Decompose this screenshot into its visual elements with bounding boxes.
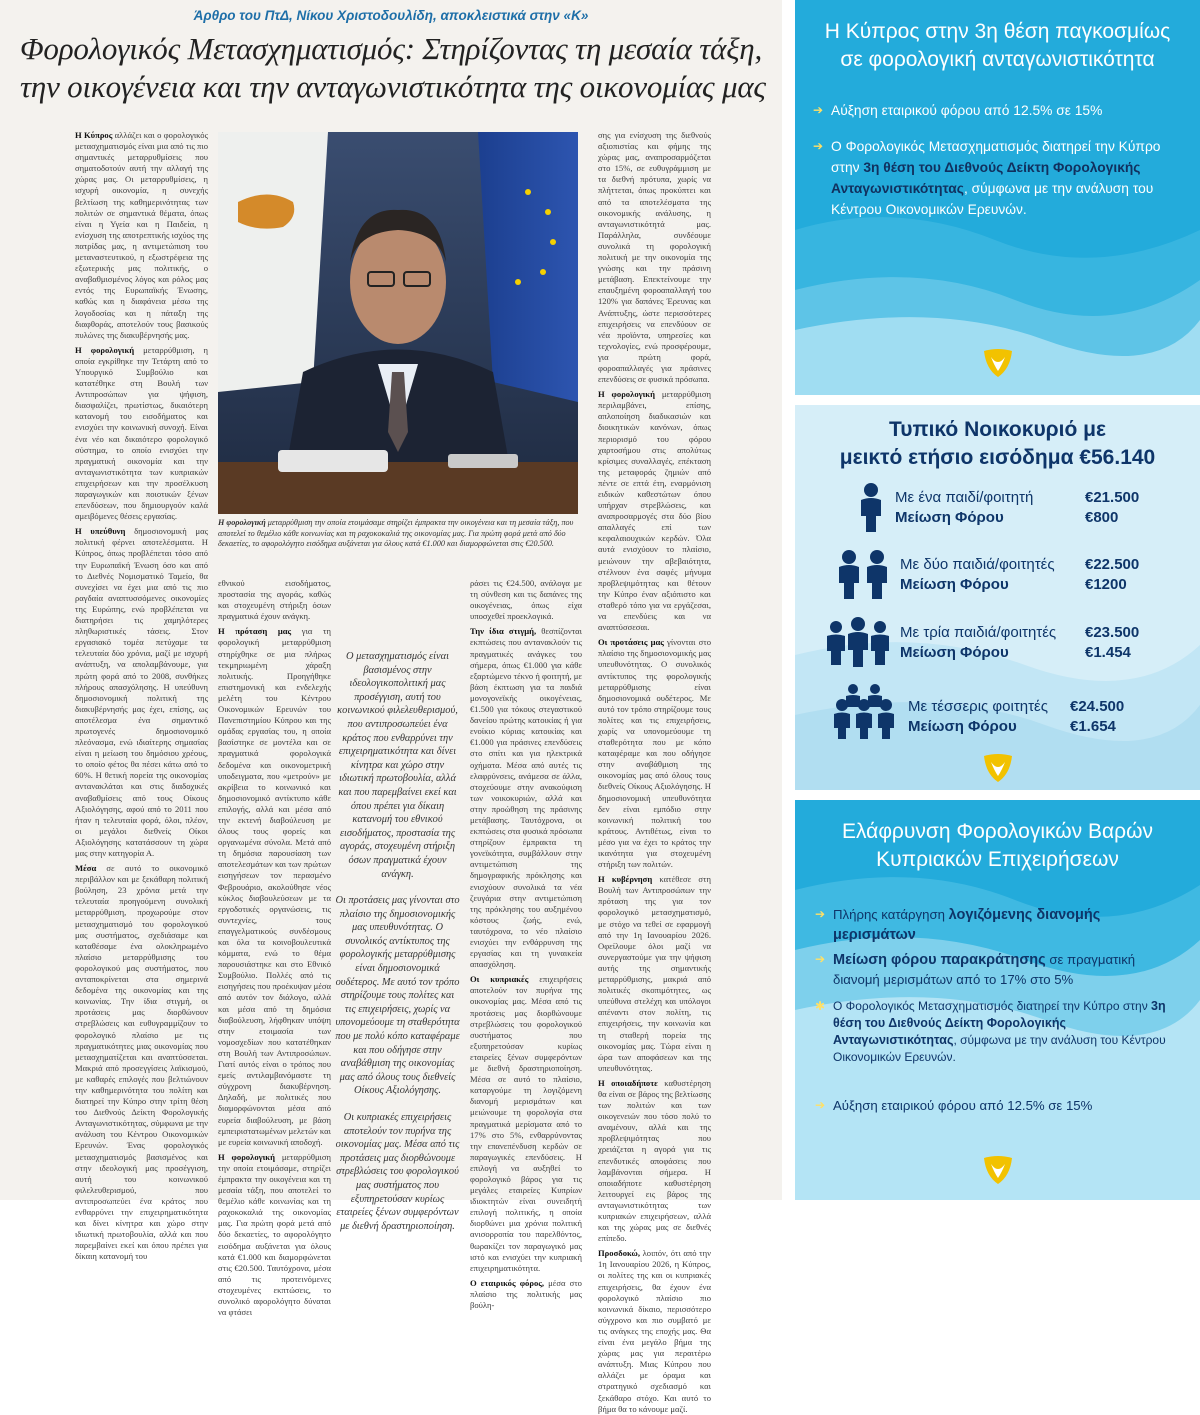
paragraph-lead: Η φορολογική: [218, 518, 266, 527]
paragraph-text: κατέθεσε στη Βουλή των Αντιπροσώπων την πρόταση της για τον φορολογικό μετασχηματισμό, με στόχο να τεθεί σε εφαρμογή από την 1η Ιανουαρίου 2026. Οφείλουμε όλοι μαζί να συνεργαστούμε για την ψήφιση αυτής της σημαντικής μεταρρύθμισης, μακριά από πολιτικές σκοπιμότητες, ως υπεύθυνα στελέχη και υπόλογοι απέναντι στον πολίτη, τις επιχειρήσεις, την κοινωνία και τη σταθερή πορεία της οικονομίας μας. Τώρα είναι η ώρα των αποφάσεων και της υπευθυνότητας.: [598, 874, 711, 1073]
article-column-4: [470, 578, 582, 1310]
article-paragraph: [598, 637, 711, 870]
paragraph-text: καθυστέρηση θα είναι σε βάρος της βελτίωσης των πολιτών και των οικογενειών που τόσο πολύ το αναμένουν, αλλά και της προβλεψιμότητας που χρειάζεται η αγορά για τις επενδυτικές αποφάσεις που λαμβάνονται σήμερα. Η οποιαδήποτε καθυστέρηση λειτουργεί εις βάρος της ανταγωνιστικότητας των κυπριακών επιχειρήσεων, αλλά και της χώρας μας σε διεθνές επίπεδο.: [598, 1077, 711, 1244]
two-persons-icon: [837, 549, 889, 599]
paragraph-lead: Η φορολογική: [598, 389, 655, 400]
four-persons-icon: [833, 683, 895, 739]
paragraph-text: δημοσιονομική μας πολιτική φέρνει αποτελέσματα. Η Κύπρος, όπως προβλέπεται τόσο από την Ευρωπαϊκή Ένωση όσο και από το Διεθνές Νομισματικό Ταμείο, θα συνεχίσει να έχει μια από τις πιο ραγδαία αναπτυσσόμενες οικονομίες της Ευρώπης, ενώ προβλέπεται να διατηρήσει τις χαμηλότερες πληθωριστικές τάσεις. Στον εργασιακό τομέα πετύχαμε τα τελευταία δύο χρόνια, μαζί με ισχυρή ανάπτυξη, να απολαμβάνουμε, για πρώτη φορά από το 2008, συνθήκες πλήρους απασχόλησης. Η υπεύθυνη δημοσιονομική πολιτική της διακυβέρνησής μας έχει, επίσης, ως αποτέλεσμα ένα σημαντικό πρωτογενές δημοσιονομικό πλεόνασμα, ενώ ιδιαίτερης σημασίας είναι η μείωση του δημόσιου χρέους, το οποίο φέτος θα πέσει κάτω από το 60%. Η θετική πορεία της οικονομίας αντανακλάται και στις διαδοχικές αναβαθμίσεις από τους Οίκους Αξιολόγησης, αφού από το 2011 που ήταν η τελευταία φορά, όλοι, πλέον, οι μεγάλοι διεθνείς Οίκοι Αξιολόγησης κατατάσσουν τη χώρα μας στην κατηγορία Α.: [75, 526, 208, 858]
article-paragraph: [470, 578, 582, 622]
panel-top-title-2: σε φορολογική ανταγωνιστικότητα: [840, 48, 1155, 71]
article-paragraph: [470, 1278, 582, 1311]
president-photo: [218, 132, 578, 514]
panel-household: [795, 405, 1200, 790]
cyprus-emblem-icon: [980, 750, 1016, 786]
household-row: [795, 547, 1200, 607]
paragraph-text: αλλάζει και ο φορολογικός μετασχηματισμός είναι μια από τις πιο σημαντικές μεταρρυθμίσεις που σηματοδοτούν αυτή την αλλαγή της χώρας μας. Οι μεταρρυθμίσεις, η ισχυρή οικονομία, η συνεχής βελτίωση της καθημερινότητας των πολιτών σε σημαντικά θέματα, όπως είναι η Υγεία και η Παιδεία, η ενίσχυση της αποτρεπτικής ισχύος της πατρίδας μας, η αντιμετώπιση του μεταναστευτικού, η εξωστρέφεια της εξωτερικής μας πολιτικής, ο αναβαθμισμένος λόγος και ρόλος μας εντός της Ευρωπαϊκής Ένωσης, καθώς και η διαφάνεια μέσω της λογοδοσίας και η πάταξη της διαφθοράς, αποτελούν τους βασικούς πυλώνες της διακυβέρνησής μας.: [75, 130, 208, 340]
paragraph-text: γίνονται στο πλαίσιο της δημοσιονομικής μας υπευθυνότητας. Ο συνολικός αντίκτυπος της φορολογικής μεταρρύθμισης είναι δημοσιονομικά ουδέτερος. Με αυτό τον τρόπο στηρίζουμε τους πολίτες και τις επιχειρήσεις, χωρίς να υπονομεύουμε τη σταθερότητα που με κόπο καταφέραμε και που οδήγησε στην αναβάθμιση της οικονομίας μας από όλους τους διεθνείς Οίκους Αξιολόγησης. Η δημοσιονομική υπευθυνότητα δεν είναι εμπόδιο στην κοινωνική πολιτική του κράτους. Αντιθέτως, είναι το μέσο για να έχει το κράτος την ικανότητα για στοχευμένη στήριξη των πολιτών.: [598, 637, 712, 870]
pull-quote-2: Οι προτάσεις μας γίνονται στο πλαίσιο της δημοσιονομικής μας υπευθυνότητας. Ο συνολικός αντίκτυπος της φορολογικής μεταρρύθμισης είναι δημοσιονομικά ουδέτερος. Με αυτό τον τρόπο στηρίζουμε τους πολίτες και τις επιχειρήσεις, χωρίς να υπονομεύουμε τη σταθερότητα που με πολύ κόπο καταφέραμε και που οδήγησε στην αναβάθμιση της οικονομίας μας από όλους τους διεθνείς Οίκους Αξιολόγησης.: [335, 895, 460, 1097]
paragraph-text: μεταρρύθμιση την οποία ετοιμάσαμε, στηρίζει έμπρακτα την οικογένεια και τη μεσαία τάξη, που αποτελεί το θεμέλιο κάθε κοινωνίας και τη ραχοκοκαλιά της οικονομίας μας. Για πρώτη φορά μετά από δύο δεκαετίες, το αφορολόγητο εισόδημα αυξάνεται για όλους κατά €1.000 και διαμορφώνεται στις €20.500. Ταυτόχρονα, μέσα από τις προτεινόμενες στοχευμένες εκπτώσεις, το συνολικό αφορολόγητο δύναται να φτάσει: [218, 1151, 331, 1318]
article-paragraph: [598, 1248, 711, 1414]
bullet-corporate-tax: ➔ Αύξηση εταιρικού φόρου από 12.5% σε 15%: [815, 1098, 1093, 1113]
bullet-withholding-tax: ➔ Μείωση φόρου παρακράτησης σε πραγματική διανομή μερισμάτων από το 17% στο 5%: [815, 952, 1136, 987]
headline-line-1: Φορολογικός Μετασχηματισμός: Στηρίζοντας τη μεσαία τάξη,: [20, 31, 763, 66]
paragraph-lead: Η φορολογική: [218, 1151, 275, 1162]
paragraph-lead: Την ίδια στιγμή,: [470, 626, 537, 637]
paragraph-lead: Οι προτάσεις μας: [598, 637, 664, 648]
article-paragraph: [218, 626, 331, 1147]
paragraph-lead: Ο εταιρικός φόρος,: [470, 1277, 545, 1288]
article-column-1: [75, 130, 208, 1262]
article-paragraph: [598, 1078, 711, 1244]
bullet-third-place: ➔ Ο Φορολογικός Μετασχηματισμός διατηρεί την Κύπρο στην 3η θέση του Διεθνούς Δείκτη Φορολογικής Ανταγωνιστικότητας, σύμφωνα με την ανάλυση του Κέντρου Οικονομικών Ερευνών.: [813, 136, 1188, 220]
paragraph-text: για τη φορολογική μεταρρύθμιση στηρίχθηκε σε μια πλήρως τεκμηριωμένη χάραξη πολιτικής. Προηγήθηκε επιστημονική και ενδελεχής μελέτη του Κέντρου Οικονομικών Ερευνών του Πανεπιστημίου Κύπρου και της ομάδας εργασίας του, η οποία βασίστηκε σε μοντέλα και σε πραγματικά φορολογικά δεδομένα και οικονομετρική υποδειγματα, που «μετρούν» με ακρίβεια το κοινωνικό και δημοσιονομικό αντίκτυπο κάθε επιλογής, αλλά και μέσα από την εκτενή διαβούλευση με όλους τους φορείς και οργανωμένα σύνολα. Μετά από τη δημόσια παρουσίαση των αποτελεσμάτων και των πρώτων εισηγήσεων τον περασμένο Φεβρουάριο, ακολούθησε νέος κύκλος διαβουλεύσεων με τα εργοδοτικές οργανώσεις, τις συντεχνίες, τους επαγγελματικούς συνδέσμους και όλα τα κοινοβουλευτικά κόμματα, ενώ το θέμα παρουσιάστηκε και στο Εθνικό Συμβούλιο. Πολλές από τις εισηγήσεις που προέκυψαν μέσα από αυτόν τον διάλογο, αλλά και μέσα από τη δημόσια διαβούλευση, λήφθηκαν υπόψη στην ετοιμασία των νομοσχεδίων που κατατέθηκαν στη Βουλή των Αντιπροσώπων. Γιατί αυτός είναι ο τρόπος που εμείς αντιλαμβανόμαστε τη σύγχρονη διακυβέρνηση. Δηλαδή, με πολιτικές που διαμορφώνονται μέσα από ευρεία διαβούλευση, με βάση εμπειριστατωμένων μελετών και με ευρεία κοινωνική αποδοχή.: [218, 626, 331, 1147]
paragraph-lead: Η φορολογική: [75, 344, 135, 355]
arrow-icon: ➔: [815, 1098, 826, 1112]
household-values: €22.500 €1200: [1085, 556, 1140, 593]
article-paragraph: [598, 874, 711, 1074]
photo-caption: [218, 518, 580, 550]
household-label: Με τρία παιδιά/φοιτητές Μείωση Φόρου: [900, 624, 1057, 661]
paragraph-text: εθνικού εισοδήματος, προστασία της αγοράς, καθώς και στοχευμένη στήριξη όσων πραγματικά έχουν ανάγκη.: [218, 578, 331, 622]
paragraph-text: ράσει τις €24.500, ανάλογα με τη σύνθεση και τις δαπάνες της οικογένειας, όπως είχα υποσχεθεί προεκλογικά.: [470, 578, 582, 622]
pull-quote-1: Ο μετασχηματισμός είναι βασισμένος στην ιδεολογικοπολιτική μας προσέγγιση, αυτή του κοινωνικού φιλελευθερισμού, που αντιπροσωπεύει ένα κράτος που ενθαρρύνει την επιχειρηματικότητα και δίνει κίνητρα και χώρο στην ιδιωτική πρωτοβουλία, αλλά και που παρεμβαίνει εκεί και όπου πρέπει για δίκαιη κατανομή του εθνικού εισοδήματος, προστασία της αγοράς, στοχευμένη στήριξη όσων πραγματικά έχουν ανάγκη.: [337, 651, 458, 880]
paragraph-text: μεταρρύθμιση, η οποία εγκρίθηκε την Τετάρτη από το Υπουργικό Συμβούλιο και κατατέθηκε στη Βουλή των Αντιπροσώπων για ψήφιση, διασφαλίζει, πρωτίστως, δικαιότερη κατανομή του εισοδήματος και ενισχύει την κοινωνική συνοχή. Είναι ένα νέο και δικαιότερο φορολογικό σύστημα, το οποίο ενισχύει την πραγματική οικονομία και την ανταγωνιστικότητα των κυπριακών επιχειρήσεων και την προσέλκυση παραγωγικών και ποιοτικών ξένων επενδύσεων, που δημιουργούν καλά αμειβόμενες θέσεις εργασίας.: [75, 344, 208, 522]
panel-bottom-title-1: Ελάφρυνση Φορολογικών Βαρών: [841, 820, 1153, 843]
paragraph-lead: Η πρόταση μας: [218, 626, 292, 637]
article-kicker: Άρθρο του ΠτΔ, Νίκου Χριστοδουλίδη, αποκλειστικά στην «Κ»: [193, 8, 589, 23]
paragraph-text: μεταρρύθμιση την οποία ετοιμάσαμε στηρίζει έμπρακτα την οικογένεια και τη μεσαία τάξη, που αποτελεί το θεμέλιο κάθε κοινωνίας και τη ραχοκοκαλιά της οικονομίας μας. Για πρώτη φορά μετά από δύο δεκαετίες, το αφορολόγητο εισόδημα αυξάνεται για όλους κατά €1.000 και διαμορφώνεται στις €20.500.: [218, 518, 574, 549]
article-paragraph: [218, 518, 580, 550]
panel-top-title-1: Η Κύπρος στην 3η θέση παγκοσμίως: [824, 20, 1171, 43]
article-paragraph: [75, 345, 208, 523]
bullet-dividend-abolition: ➔ Πλήρης κατάργηση λογιζόμενης διανομής μερισμάτων: [815, 907, 1101, 943]
three-persons-icon: [825, 617, 891, 667]
bullet-corporate-tax: ➔ Αύξηση εταιρικού φόρου από 12.5% σε 15%: [813, 100, 1188, 121]
paragraph-text: μέσα στο πλαίσιο της πολιτικής μας βούλη-: [470, 1277, 582, 1310]
article-paragraph: [75, 130, 208, 341]
paragraph-text: λοιπόν, ότι από την 1η Ιανουαρίου 2026, η Κύπρος, οι πολίτες της και οι κυπριακές επιχειρήσεις, θα έχουν ένα φορολογικό πλαίσιο πιο κοινωνικά δίκαιο, περισσότερο σύγχρονο και πιο συμβατό με τις ανάγκες της εποχής μας. Θα είναι ένα μεγάλο βήμα της χώρας μας για περαιτέρω ανάπτυξη. Μιας Κύπρου που αλλάζει με όραμα και στρατηγικό σχεδιασμό και ξεκάθαρο στόχο. Και αυτό το βήμα θα το κάνουμε μαζί.: [598, 1248, 711, 1414]
household-row: [795, 683, 1200, 743]
paragraph-lead: Η κυβέρνηση: [598, 874, 653, 885]
article-paragraph: [470, 626, 582, 970]
household-label: Με ένα παιδί/φοιτητή Μείωση Φόρου: [895, 489, 1034, 526]
arrow-icon: ➔: [813, 103, 824, 117]
cyprus-emblem-icon: [980, 345, 1016, 381]
paragraph-lead: Η οποιαδήποτε: [598, 1077, 658, 1088]
arrow-icon: ➔: [813, 139, 824, 153]
article-paragraph: [598, 389, 711, 633]
president-photo-illustration: [218, 132, 578, 514]
paragraph-lead: Η Κύπρος: [75, 130, 113, 140]
household-values: €23.500 €1.454: [1085, 624, 1140, 661]
panel-competitiveness: [795, 0, 1200, 395]
paragraph-lead: Οι κυπριακές: [470, 974, 529, 985]
household-values: €24.500 €1.654: [1070, 698, 1125, 735]
paragraph-text: επιχειρήσεις αποτελούν τον πυρήνα της οικονομίας μας. Μέσα από τις προτάσεις μας διορθώνουμε στρεβλώσεις του φορολογικού συστήματος που εξυπηρετούσαν κυρίως εταιρείες ξένων συμφερόντων με διεθνή δραστηριοποίηση. Μέσα σε αυτό το πλαίσιο, καταργούμε τη λογιζόμενη διανομή μερισμάτων και μειώνουμε τη φορολογία στα πραγματικά μερίσματα από το 17% στο 5%, ενθαρρύνοντας την επανεπένδυση κερδών σε παραγωγικές επενδύσεις. Η επιλογή να αυξηθεί το φορολογικό βάρος για τις μεγάλες εταιρείες Κυπρίων ιδιοκτητών είναι συνειδητή επιλογή πολιτικής, η οποία διορθώνει μια χρόνια πολιτική ανισορροπία του παρελθόντος, θωρακίζει τον παραγωγικό μας ιστό και ενισχύει την κυπριακή επιχειρηματικότητα.: [470, 974, 582, 1273]
paragraph-lead: Μέσα: [75, 863, 97, 874]
panel-business: [795, 800, 1200, 1200]
article-column-3: [218, 578, 331, 1318]
paragraph-lead: Προσδοκώ,: [598, 1248, 640, 1259]
panel-bottom-title-2: Κυπριακών Επιχειρήσεων: [876, 848, 1119, 871]
bullet-third-place: ✱ Ο Φορολογικός Μετασχηματισμός διατηρεί την Κύπρο στην 3η θέση του Διεθνούς Δείκτη Φορολογικής Ανταγωνιστικότητας, σύμφωνα με την ανάλυση του Κέντρου Οικονομικών Ερευνών.: [815, 999, 1166, 1064]
headline-line-2: την οικογένεια και την ανταγωνιστικότητα της οικονομίας μας: [20, 69, 766, 104]
household-row: [795, 480, 1200, 540]
pull-quote: [335, 650, 460, 1246]
arrow-icon: ➔: [815, 907, 826, 921]
article-headline: [20, 30, 770, 106]
article-paragraph: [218, 1152, 331, 1318]
person-icon: [857, 482, 885, 532]
paragraph-text: μεταρρύθμιση περιλαμβάνει, επίσης, απλοποίηση διαδικασιών και διοικητικών κανόνων, όπως περιορισμό του φόρου χαρτοσήμου στις απολύτως κρίσιμες συναλλαγές, επέκταση της μεταφοράς ζημιών από πέντε σε επτά έτη, εναρμόνιση ειδικών καθεστώτων όπου υπήρχαν στρεβλώσεις, και αναπροσαρμογές στα δύο βίου απαλλαγές επί των κεφαλαιουχικών κερδών. Όλα αυτά ενισχύουν το πλαίσιο, μειώνουν την αβεβαιότητα, στέλνουν ένα σαφές μήνυμα προβλεψιμότητας και θέτουν την Κύπρο έναν αξιόπιστο και σταθερό τόπο για να εργάζεσαι, να επενδύεις και να αναπτύσσεσαι.: [598, 389, 711, 633]
cyprus-emblem-icon: [980, 1152, 1016, 1188]
panel-mid-title-1: Τυπικό Νοικοκυριό με: [889, 418, 1106, 441]
star-icon: ✱: [815, 999, 826, 1013]
household-row: [795, 615, 1200, 675]
pull-quote-3: Οι κυπριακές επιχειρήσεις αποτελούν τον πυρήνα της οικονομίας μας. Μέσα από τις προτάσεις μας διορθώνουμε στρεβλώσεις του φορολογικού μας συστήματος που εξυπηρετούσαν κυρίως εταιρείες ξένων συμφερόντων με διεθνή δραστηριοποίηση.: [335, 1112, 460, 1232]
household-values: €21.500 €800: [1085, 489, 1140, 526]
panel-mid-title-2: μεικτό ετήσιο εισόδημα €56.140: [839, 446, 1156, 469]
paragraph-text: σε αυτό το οικονομικό περιβάλλον και με ξεκάθαρη πολιτική βούληση, 23 χρόνια μετά την τελευταία προηγούμενη συνολική μεταρρύθμιση, προχωρούμε στον μετασχηματισμό του φορολογικού μας συστήματος, σχεδιάσαμε και καταθέσαμε ένα ολοκληρωμένο πλαίσιο μεταρρύθμισης του φορολογικού μας συστήματος, που ανταποκρίνεται στα σημερινά δεδομένα της οικονομίας και της κοινωνίας. Την ίδια στιγμή, οι προτάσεις μας διορθώνουν στρεβλώσεις και ευθυγραμμίζουν το φορολογικό πλαίσιο με τις πραγματικότητες μιας οικονομίας που μετασχηματίζεται και αναπτύσσεται. Μακριά από προσεγγίσεις λαϊκισμού, με καθαρές επιλογές που βελτιώνουν την καθημερινότητα του πολίτη και διατηρεί την Κύπρο στην τρίτη θέση του Διεθνούς Δείκτη Φορολογικής Ανταγωνιστικότητας, σύμφωνα με την ανάλυση του Κέντρου Οικονομικών Ερευνών. Ένας φορολογικός μετασχηματισμός βασισμένος και στην ιδεολογική μας προσέγγιση, αυτή του κοινωνικού φιλελευθερισμού, που αντιπροσωπεύει ένα κράτος που ενθαρρύνει την επιχειρηματικότητα και δίνει κίνητρα και χώρο στην ιδιωτική πρωτοβουλία, αλλά και που παρεμβαίνει εκεί και όπου πρέπει για δίκαιη κατανομή του: [75, 863, 208, 1262]
article-column-5: [598, 130, 712, 1414]
article-paragraph: [470, 974, 582, 1274]
article-paragraph: [598, 130, 711, 385]
household-label: Με τέσσερις φοιτητές Μείωση Φόρου: [908, 698, 1048, 735]
household-label: Με δύο παιδιά/φοιτητές Μείωση Φόρου: [900, 556, 1055, 593]
paragraph-text: θεσπίζονται εκπτώσεις που αντανακλούν τις πραγματικές ανάγκες του σήμερα, όπως €1.000 για κάθε εξαρτώμενο τέκνο ή φοιτητή, με βάση έκπτωση για τα παιδιά μονογονεϊκής οικογένειας, €1.500 για τόκους στεγαστικού δανείου πρώτης κατοικίας ή για ενοίκιο κύριας κατοικίας και €1.000 για πράσινες επενδύσεις στο σπίτι και για ηλεκτρικά οχήματα. Μέσα από αυτές τις ελαφρύνσεις, ανάμεσα σε άλλα, στοχεύουμε στην ανακούφιση των νοικοκυριών, αλλά και στην προώθηση της πράσινης μετάβασης. Ταυτόχρονα, οι εκπτώσεις στα φυσικά πρόσωπα στηρίζουν έμπρακτα τη γονεϊκότητα, συμβάλλουν στην αντιμετώπιση της δημογραφικής πρόκλησης και ενισχύουν συνολικά τα νέα ζευγάρια στην αντιμετώπιση της πρόκλησης του αυξημένου κόστους ζωής, ενώ, ταυτόχρονα, το νέο πλαίσιο ενισχύει την ενθάρρυνση της εργασίας και τη γυναικεία απασχόληση.: [470, 626, 582, 970]
paragraph-lead: Η υπεύθυνη: [75, 526, 126, 537]
article-paragraph: [75, 526, 208, 859]
paragraph-text: σης για ενίσχυση της διεθνούς αξιοπιστίας και φήμης της χώρας μας, αναπροσαρμόζεται στο 15%, σε ευθυγράμμιση με τα διεθνή πρότυπα, χωρίς να πλήττεται, όπως προκύπτει και από τα αποτελέσματα της οικονομικής ανάλυσης, η ανταγωνιστικότητά μας. Παράλληλα, συνδέουμε συνολικά τη φορολογική πολιτική με την οικονομία της γνώσης και την πράσινη μετάβαση. Επεκτείνουμε την επαυξημένη φοροαπαλλαγή του 120% για δαπάνες Έρευνας και Ανάπτυξης, ώστε περισσότερες επιχειρήσεις να επενδύουν σε νέα προϊόντα, υπηρεσίες και τεχνολογίες, ενώ προσφέρουμε, για πρώτη φορά, φοροαπαλλαγές για πράσινες επενδύσεις σε φυσικά πρόσωπα.: [598, 130, 711, 385]
arrow-icon: ➔: [815, 952, 826, 966]
article-paragraph: [75, 863, 208, 1262]
article-paragraph: [218, 578, 331, 622]
